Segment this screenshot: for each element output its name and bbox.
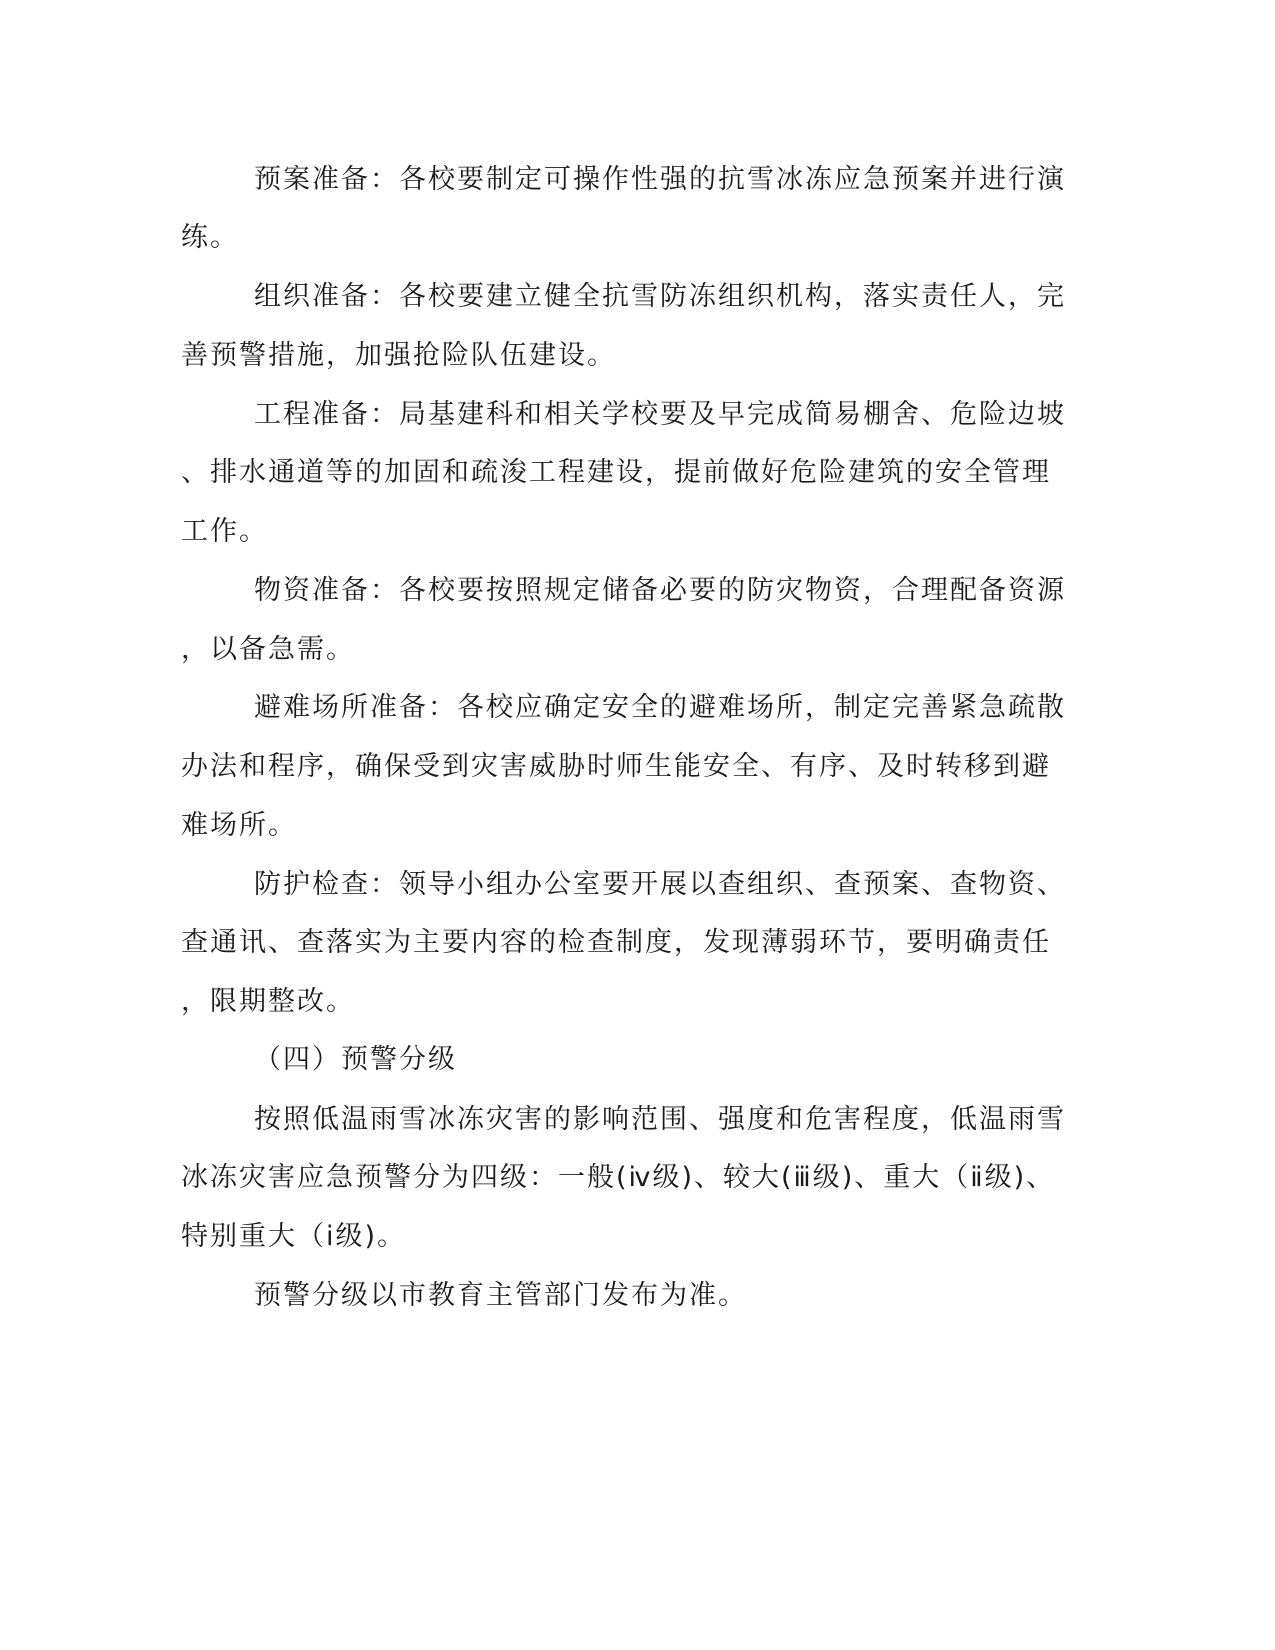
paragraph-line: ，以备急需。 xyxy=(181,634,355,665)
paragraph-material-preparation: 物资准备：各校要按照规定储备必要的防灾物资，合理配备资源 xyxy=(254,575,1066,606)
paragraph-line: 工作。 xyxy=(181,516,268,547)
paragraph-engineering-preparation: 工程准备：局基建科和相关学校要及早完成简易棚舍、危险边坡 xyxy=(254,399,1066,430)
paragraph-line: 冰冻灾害应急预警分为四级：一般(ⅳ级)、较大(ⅲ级)、重大（ⅱ级)、 xyxy=(181,1162,1056,1193)
paragraph-line: 查通讯、查落实为主要内容的检查制度，发现薄弱环节，要明确责任 xyxy=(181,927,1051,958)
paragraph-shelter-preparation: 避难场所准备：各校应确定安全的避难场所，制定完善紧急疏散 xyxy=(254,692,1066,723)
paragraph-line: 办法和程序，确保受到灾害威胁时师生能安全、有序、及时转移到避 xyxy=(181,751,1051,782)
paragraph-protection-inspection: 防护检查：领导小组办公室要开展以查组织、查预案、查物资、 xyxy=(254,869,1066,900)
paragraph-organization-preparation: 组织准备：各校要建立健全抗雪防冻组织机构，落实责任人，完 xyxy=(254,281,1066,312)
paragraph-warning-authority: 预警分级以市教育主管部门发布为准。 xyxy=(254,1280,747,1311)
paragraph-plan-preparation: 预案准备：各校要制定可操作性强的抗雪冰冻应急预案并进行演 xyxy=(254,164,1066,195)
paragraph-warning-levels: 按照低温雨雪冰冻灾害的影响范围、强度和危害程度，低温雨雪 xyxy=(254,1104,1066,1135)
section-heading-warning-levels: （四）预警分级 xyxy=(254,1044,457,1075)
paragraph-line: 特别重大（ⅰ级)。 xyxy=(181,1221,407,1252)
paragraph-line: 难场所。 xyxy=(181,810,297,841)
paragraph-line: ，限期整改。 xyxy=(181,986,355,1017)
paragraph-line: 善预警措施，加强抢险队伍建设。 xyxy=(181,340,616,371)
paragraph-line: 、排水通道等的加固和疏浚工程建设，提前做好危险建筑的安全管理 xyxy=(181,457,1051,488)
paragraph-line: 练。 xyxy=(181,222,239,253)
